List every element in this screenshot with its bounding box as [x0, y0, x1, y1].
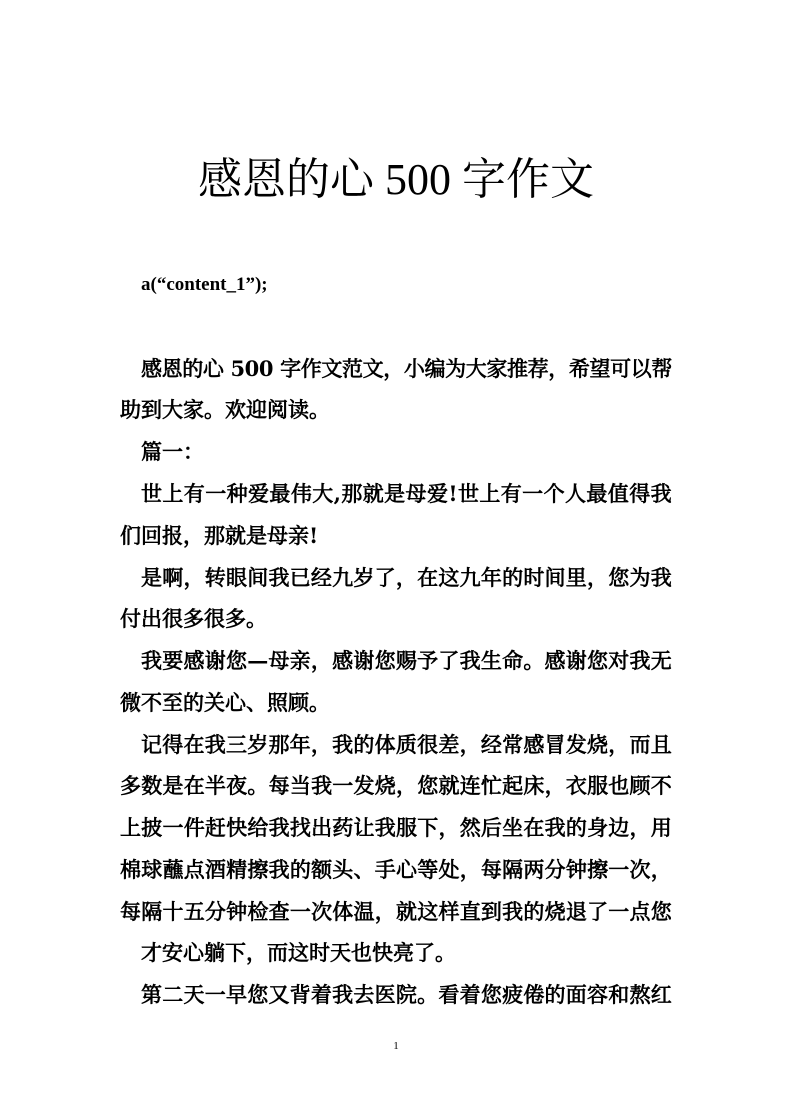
text-line-content: 上披一件赶快给我找出药让我服下，然后坐在我的身边，用: [120, 815, 672, 840]
text-line: [141, 564, 672, 592]
text-line-content: 世上有一种爱最伟大,那就是母爱!世上有一个人最值得我: [141, 481, 672, 506]
text-line: [141, 355, 672, 383]
text-line-content: 我要感谢您—母亲，感谢您赐予了我生命。感谢您对我无: [141, 648, 672, 673]
text-line: [120, 396, 672, 424]
text-line: [141, 939, 672, 967]
text-line: [120, 522, 672, 550]
text-line: [120, 814, 672, 842]
text-line-content: 助到大家。欢迎阅读。: [120, 397, 330, 422]
text-line-content: 微不至的关心、照顾。: [120, 690, 330, 715]
text-line: [120, 898, 672, 926]
code-snippet: a(“content_1”);: [141, 274, 268, 295]
text-line: [120, 772, 672, 800]
text-line-content: 第二天一早您又背着我去医院。看着您疲倦的面容和熬红: [141, 982, 672, 1007]
text-line-content: 们回报，那就是母亲!: [120, 523, 319, 548]
text-line: [120, 605, 672, 633]
text-line: [141, 981, 672, 1009]
text-line: [141, 731, 672, 759]
text-line-content: 多数是在半夜。每当我一发烧，您就连忙起床，衣服也顾不: [120, 773, 672, 798]
section-heading: [141, 438, 672, 466]
section-heading-text: 篇一：: [141, 439, 204, 464]
text-line: [141, 480, 672, 508]
text-line-content: 棉球蘸点酒精擦我的额头、手心等处，每隔两分钟擦一次，: [120, 857, 672, 882]
page-number: 1: [393, 1040, 399, 1052]
document-title: 感恩的心 500 字作文: [198, 155, 594, 204]
text-line-content: 每隔十五分钟检查一次体温，就这样直到我的烧退了一点您: [120, 899, 672, 924]
text-line: [120, 856, 672, 884]
text-line: [120, 689, 672, 717]
text-line-content: 记得在我三岁那年，我的体质很差，经常感冒发烧，而且: [141, 732, 672, 757]
text-line-content: 才安心躺下，而这时天也快亮了。: [141, 940, 456, 965]
text-line-content: 付出很多很多。: [120, 606, 267, 631]
text-line-content: 感恩的心 500 字作文范文，小编为大家推荐，希望可以帮: [141, 356, 672, 381]
text-line: [141, 647, 672, 675]
text-line-content: 是啊，转眼间我已经九岁了，在这九年的时间里，您为我: [141, 565, 672, 590]
